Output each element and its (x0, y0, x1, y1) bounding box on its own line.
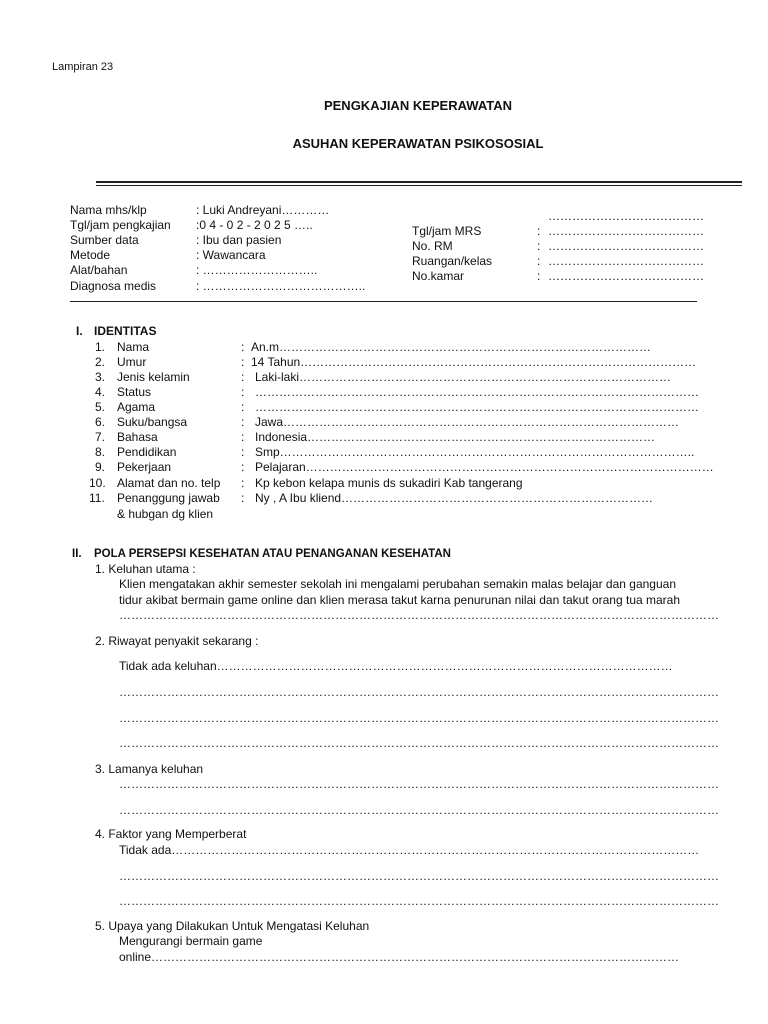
answer-line: …………………………………………………………………………………………………………………………………… (119, 894, 719, 908)
answer-text: tidur akibat bermain game online dan klien merasa takut karna penurunan nilai dan takut orang tua marah (119, 593, 681, 607)
item-colon: : (241, 460, 245, 474)
item-label: Jenis kelamin (117, 370, 190, 384)
item-label: Penanggung jawab (117, 491, 220, 505)
item-value: An.m………………………………………………………………………………… (251, 340, 652, 354)
field-value: : Luki Andreyani………… (196, 203, 330, 217)
item-label-continuation: & hubgan dg klien (117, 507, 214, 521)
item-number: 8. (95, 445, 106, 459)
item-label: Nama (117, 340, 150, 354)
field-value: : ……………………….. (196, 263, 318, 277)
item-number: 9. (95, 460, 106, 474)
field-value: : Ibu dan pasien (196, 233, 282, 247)
item-value: Laki-laki………………………………………………………………………………… (255, 370, 672, 384)
answer-line: …………………………………………………………………………………………………………………………………… (119, 608, 719, 622)
item-value: Pelajaran………………………………………………………………………………………… (255, 460, 714, 474)
answer-line: …………………………………………………………………………………………………………………………………… (119, 711, 719, 725)
answer-line: …………………………………………………………………………………………………………………………………… (119, 736, 719, 750)
answer-line: …………………………………………………………………………………………………………………………………… (119, 803, 719, 817)
title-divider-bottom (96, 185, 742, 186)
field-label: No.kamar (412, 269, 465, 283)
item-value: 14 Tahun……………………………………………………………………………………… (251, 355, 697, 369)
item-number: 2. (95, 355, 106, 369)
question-label: 5. Upaya yang Dilakukan Untuk Mengatasi Keluhan (95, 919, 370, 933)
field-label: Diagnosa medis (70, 279, 157, 293)
answer-line: …………………………………………………………………………………………………………………………………… (119, 685, 719, 699)
field-colon: : (537, 239, 541, 253)
answer-line: …………………………………………………………………………………………………………………………………… (119, 777, 719, 791)
field-label: Tgl/jam pengkajian (70, 218, 171, 232)
field-label: Ruangan/kelas (412, 254, 493, 268)
answer-text: Tidak ada…………………………………………………………………………………………………………………… (119, 843, 700, 857)
item-value: ………………………………………………………………………………………………… (255, 400, 699, 414)
field-label: No. RM (412, 239, 453, 253)
item-label: Suku/bangsa (117, 415, 188, 429)
item-label: Alamat dan no. telp (117, 476, 221, 490)
item-number: 6. (95, 415, 106, 429)
section-heading: IDENTITAS (94, 324, 157, 338)
document-title: PENGKAJIAN KEPERAWATAN (323, 98, 513, 113)
item-number: 10. (89, 476, 106, 490)
item-colon: : (241, 370, 245, 384)
item-value: ………………………………………………………………………………………………… (255, 385, 699, 399)
item-value: Smp………………………………………………………………………………………….. (255, 445, 695, 459)
item-number: 4. (95, 385, 106, 399)
item-value: Indonesia…………………………………………………………………………… (255, 430, 656, 444)
item-colon: : (241, 340, 245, 354)
item-colon: : (241, 385, 245, 399)
item-number: 7. (95, 430, 106, 444)
item-label: Umur (117, 355, 147, 369)
title-divider-top (96, 181, 742, 183)
field-label: Tgl/jam MRS (412, 224, 482, 238)
item-number: 5. (95, 400, 106, 414)
field-colon: : (537, 224, 541, 238)
item-value: Ny , A Ibu kliend…………………………………………………………………… (255, 491, 654, 505)
question-label: 3. Lamanya keluhan (95, 762, 204, 776)
item-colon: : (241, 476, 245, 490)
field-label: Metode (70, 248, 111, 262)
question-label: 1. Keluhan utama : (95, 562, 196, 576)
field-value: ………………………………… (548, 209, 704, 223)
item-colon: : (241, 491, 245, 505)
item-number: 1. (95, 340, 106, 354)
attachment-label: Lampiran 23 (52, 61, 114, 73)
item-label: Status (117, 385, 152, 399)
field-value: : Wawancara (196, 248, 266, 262)
item-colon: : (241, 430, 245, 444)
question-label: 2. Riwayat penyakit sekarang : (95, 634, 259, 648)
header-divider (70, 301, 697, 302)
question-label: 4. Faktor yang Memperberat (95, 827, 247, 841)
section-number: I. (76, 324, 83, 338)
field-value: ………………………………… (548, 239, 704, 253)
section-number: II. (72, 548, 82, 560)
item-value: Kp kebon kelapa munis ds sukadiri Kab tangerang (255, 476, 523, 490)
item-label: Bahasa (117, 430, 158, 444)
item-label: Pendidikan (117, 445, 177, 459)
answer-text: Tidak ada keluhan…………………………………………………………………………………………………… (119, 659, 673, 673)
field-value: ………………………………… (548, 224, 704, 238)
field-label: Sumber data (70, 233, 139, 247)
item-label: Agama (117, 400, 156, 414)
field-colon: : (537, 254, 541, 268)
field-value: ………………………………… (548, 254, 704, 268)
item-colon: : (241, 400, 245, 414)
field-label: Nama mhs/klp (70, 203, 147, 217)
item-number: 3. (95, 370, 106, 384)
field-value: ………………………………… (548, 269, 704, 283)
field-value: : ………………………………….. (196, 279, 366, 293)
answer-text: Mengurangi bermain game (119, 934, 263, 948)
section-heading: POLA PERSEPSI KESEHATAN ATAU PENANGANAN KESEHATAN (94, 548, 451, 560)
field-value: :0 4 - 0 2 - 2 0 2 5 ….. (196, 218, 313, 232)
item-label: Pekerjaan (117, 460, 172, 474)
item-colon: : (241, 355, 245, 369)
item-number: 11. (89, 491, 105, 505)
item-colon: : (241, 415, 245, 429)
item-colon: : (241, 445, 245, 459)
item-value: Jawa……………………………………………………………………………………… (255, 415, 680, 429)
document-subtitle: ASUHAN KEPERAWATAN PSIKOSOSIAL (292, 136, 544, 151)
answer-text: online…………………………………………………………………………………………………………………… (119, 950, 680, 964)
field-colon: : (537, 269, 541, 283)
answer-line: …………………………………………………………………………………………………………………………………… (119, 869, 719, 883)
answer-text: Klien mengatakan akhir semester sekolah ini mengalami perubahan semakin malas belajar dan ganguan (119, 577, 676, 591)
field-label: Alat/bahan (70, 263, 128, 277)
